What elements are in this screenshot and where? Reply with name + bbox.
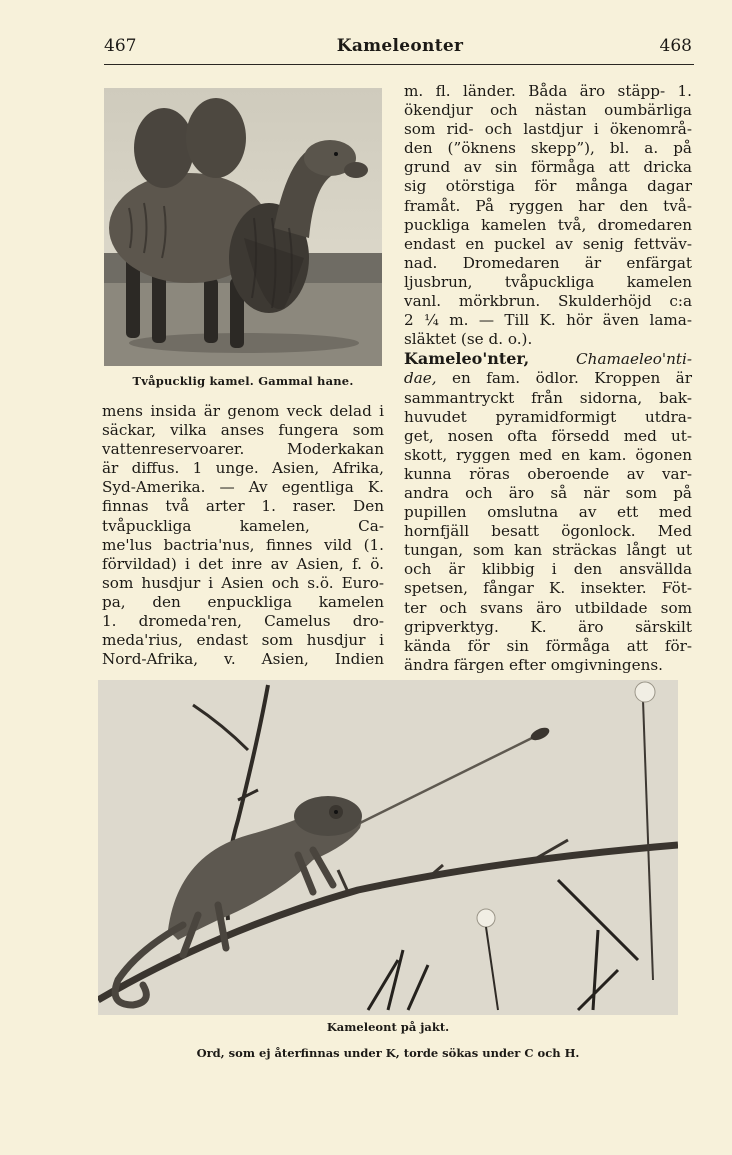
text-line: nad. Dromedaren är enfärgat xyxy=(404,253,692,272)
left-column xyxy=(102,402,384,669)
text-line: som husdjur i Asien och s.ö. Euro- xyxy=(102,573,384,592)
entry-scientific-name: Chamaeleo'nti- xyxy=(576,350,692,369)
text-line: ökendjur och nästan oumbärliga xyxy=(404,101,692,120)
text-line: spetsen, fångar K. insekter. Föt- xyxy=(404,579,692,598)
text-line: hornfjäll besatt ögonlock. Med xyxy=(404,522,692,541)
text-line: ter och svans äro utbildade som xyxy=(404,598,692,617)
page-number-right: 468 xyxy=(659,36,692,56)
text-line: säckar, vilka anses fungera som xyxy=(102,421,384,440)
text-line: tungan, som kan sträckas långt ut xyxy=(404,541,692,560)
page-header xyxy=(104,36,696,62)
text-line: som rid- och lastdjur i ökenområ- xyxy=(404,120,692,139)
text-line: 2 ¼ m. — Till K. hör även lama- xyxy=(404,311,692,330)
text-line: sig otörstiga för många dagar xyxy=(404,177,692,196)
text-line: grund av sin förmåga att dricka xyxy=(404,158,692,177)
text-line: andra och äro så när som på xyxy=(404,483,692,502)
text-line: den (”öknens skepp”), bl. a. på xyxy=(404,139,692,158)
camel-photo xyxy=(104,88,382,366)
footnote: Ord, som ej återfinnas under K, torde sökas under C och H. xyxy=(196,1046,580,1060)
camel-caption: Tvåpucklig kamel. Gammal hane. xyxy=(132,374,354,388)
text-line: och är klibbig i den ansvällda xyxy=(404,560,692,579)
text-line: tvåpuckliga kamelen, Ca- xyxy=(102,516,384,535)
text-line: skott, ryggen med en kam. ögonen xyxy=(404,445,692,464)
text-line: Syd-Amerika. — Av egentliga K. xyxy=(102,478,384,497)
text-line: ändra färgen efter omgivningens. xyxy=(404,655,663,674)
text-line: puckliga kamelen två, dromedaren xyxy=(404,215,692,234)
text-line: kända för sin förmåga att för- xyxy=(404,636,692,655)
entry-headword: Kameleo'nter, xyxy=(404,349,530,369)
text-line: m. fl. länder. Båda äro stäpp- 1. xyxy=(404,82,692,100)
text-line: pa, den enpuckliga kamelen xyxy=(102,592,384,611)
header-rule xyxy=(104,64,694,65)
text-line: mens insida är genom veck delad i xyxy=(102,402,384,420)
text-line: huvudet pyramidformigt utdra- xyxy=(404,407,692,426)
entry-scientific-name-cont: dae, xyxy=(404,369,437,388)
text-line: endast en puckel av senig fettväv- xyxy=(404,234,692,253)
text-line: vattenreservoarer. Moderkakan xyxy=(102,440,384,459)
text-line: vanl. mörkbrun. Skulderhöjd c:a xyxy=(404,292,692,311)
chameleon-photo xyxy=(98,680,678,1015)
text-line: get, nosen ofta försedd med ut- xyxy=(404,426,692,445)
text-line: meda'rius, endast som husdjur i xyxy=(102,631,384,650)
text-line: kunna röras oberoende av var- xyxy=(404,464,692,483)
page-number-left: 467 xyxy=(104,36,137,56)
text-line: 1. dromeda'ren, Camelus dro- xyxy=(102,612,384,631)
text-line: Nord-Afrika, v. Asien, Indien xyxy=(102,650,384,669)
text-line: framåt. På ryggen har den två- xyxy=(404,196,692,215)
entry-text: en fam. ödlor. Kroppen är xyxy=(452,369,692,388)
text-line: finnas två arter 1. raser. Den xyxy=(102,497,384,516)
text-line: gripverktyg. K. äro särskilt xyxy=(404,617,692,636)
text-line: sammantryckt från sidorna, bak- xyxy=(404,388,692,407)
text-line: förvildad) i det inre av Asien, f. ö. xyxy=(102,554,384,573)
text-line: pupillen omslutna av ett med xyxy=(404,503,692,522)
text-line: är diffus. 1 unge. Asien, Afrika, xyxy=(102,459,384,478)
text-line: släktet (se d. o.). xyxy=(404,330,533,349)
chameleon-caption: Kameleont på jakt. xyxy=(326,1020,450,1034)
right-column xyxy=(404,82,692,675)
page-title: Kameleonter xyxy=(336,36,464,56)
text-line: ljusbrun, tvåpuckliga kamelen xyxy=(404,272,692,291)
text-line: me'lus bactria'nus, finnes vild (1. xyxy=(102,535,384,554)
entry-headline xyxy=(404,349,692,369)
text-line xyxy=(404,369,692,388)
